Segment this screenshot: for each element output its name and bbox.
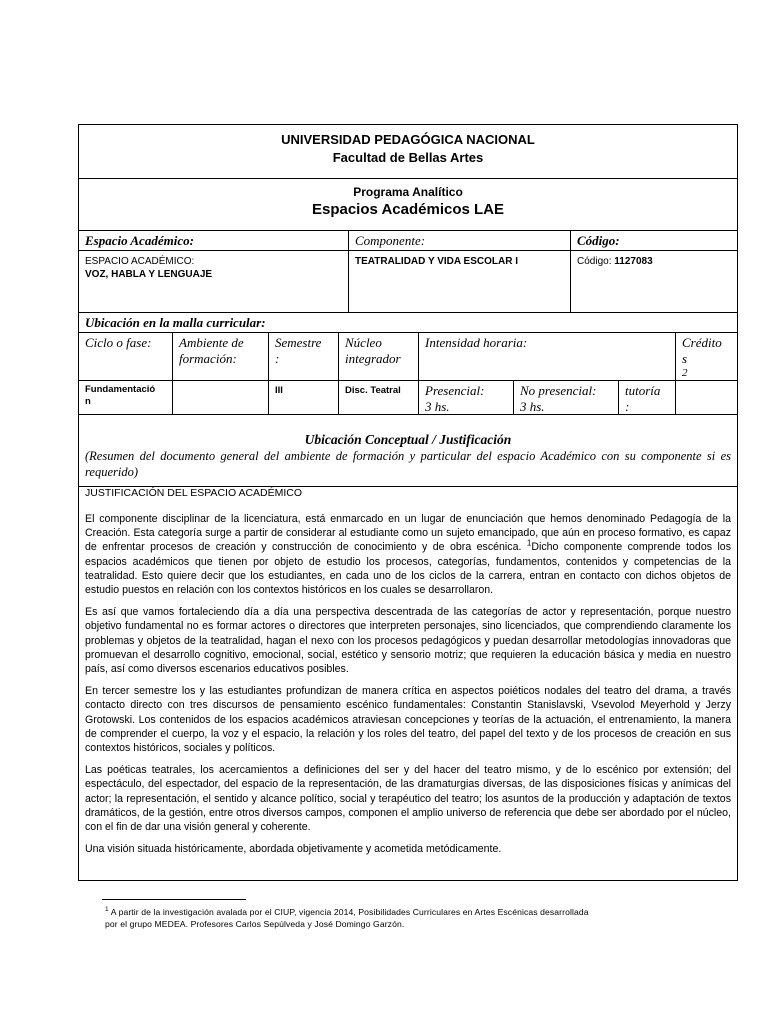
footnote-number: 1: [105, 906, 109, 914]
presencial-label: Presencial:: [425, 383, 485, 398]
paragraph-5: Una visión situada históricamente, abordada objetivamente y acometida metódicamente.: [85, 843, 502, 856]
university-header: [79, 125, 737, 178]
malla-title-row: [79, 312, 737, 332]
malla-value-row: [79, 380, 737, 414]
conceptual-header-row: [79, 414, 737, 486]
conceptual-title: Ubicación Conceptual / Justificación: [304, 432, 512, 447]
componente-value: TEATRALIDAD Y VIDA ESCOLAR I: [355, 256, 518, 267]
intensidad-label: Intensidad horaria:: [418, 333, 675, 380]
footnote-text-2: por el grupo MEDEA. Profesores Carlos Sepúlveda y José Domingo Garzón.: [105, 919, 405, 929]
paragraph-2: Es así que vamos fortaleciendo día a día una perspectiva descentrada de las categorías de actor y representación, porque nuestro objetivo fundamental no es formar actores o directores que interpreten personajes, sino licenciados, que comprendiendo claramente los problemas y objetos de la teatralidad, hagan el nexo con los procesos pedagógicos y puedan desarrollar metodologías innovadoras que promuevan el desarrollo cognitivo, emocional, social, estético y sensorio motriz; que requieren la educación básica y media en nuestro país, así como diversos escenarios educativos posibles.: [85, 606, 731, 676]
codigo-value-line: [577, 255, 731, 268]
nucleo-value: Disc. Teatral: [338, 381, 418, 414]
footnote-text-1: A partir de la investigación avalada por el CIUP, vigencia 2014, Posibilidades Curriculares en Artes Escénicas desarrollada: [110, 907, 589, 917]
spaces-title: Espacios Académicos LAE: [311, 201, 505, 218]
program-header: [79, 178, 737, 230]
faculty-name: Facultad de Bellas Artes: [332, 150, 484, 165]
paragraph-1: [85, 512, 731, 597]
ciclo-value: Fundamentació: [85, 384, 156, 395]
program-form: [78, 124, 738, 881]
codigo-label: Código:: [570, 231, 737, 250]
program-title: Programa Analítico: [353, 185, 463, 199]
no-presencial-label: No presencial:: [520, 383, 597, 398]
espacio-value-line1: ESPACIO ACADÉMICO:: [85, 256, 195, 267]
footnote-separator: [102, 899, 246, 900]
ciclo-label: Ciclo o fase:: [85, 335, 152, 350]
tutoria-colon: :: [625, 399, 630, 414]
creditos-value-cell: [675, 381, 737, 414]
tutoria-label: tutoría: [625, 383, 661, 398]
presencial-value: 3 hs.: [425, 399, 450, 414]
espacio-value-line2: VOZ, HABLA Y LENGUAJE: [85, 269, 213, 280]
espacio-label: Espacio Académico:: [85, 233, 194, 248]
creditos-label-end: s: [682, 351, 688, 366]
malla-label-row: [79, 332, 737, 380]
codigo-value: 1127083: [614, 256, 653, 267]
footnote-line1: [105, 906, 705, 918]
semestre-colon: :: [275, 351, 280, 366]
conceptual-subtitle: (Resumen del documento general del ambiente de formación y particular del espacio Académico con su componente si es requerido): [85, 449, 731, 479]
semestre-value: III: [268, 381, 338, 414]
creditos-value: 2: [682, 367, 688, 379]
justification-body-row: [79, 486, 737, 880]
no-presencial-value: 3 hs.: [520, 399, 545, 414]
codigo-prefix: Código:: [577, 256, 612, 267]
creditos-label: Crédito: [682, 335, 722, 350]
ciclo-value-end: n: [85, 396, 91, 407]
justification-heading: JUSTIFICACIÓN DEL ESPACIO ACADÉMICO: [85, 487, 303, 499]
semestre-label: Semestre: [275, 335, 322, 350]
ambiente-value: [172, 381, 268, 414]
nucleo-label: Núcleo integrador: [338, 333, 418, 380]
componente-label: Componente:: [348, 231, 570, 250]
footnote-ref: 1: [526, 538, 532, 548]
fields-label-row: [79, 230, 737, 250]
paragraph-3: En tercer semestre los y las estudiantes profundizan de manera crítica en aspectos poiéticos nodales del teatro del drama, a través contacto directo con tres discursos de pensamiento escénico fundamentales: Constantin Stanislavski, Vsevolod Meyerhold y Jerzy Grotowski. Los contenidos de los espacios académicos atraviesan concepciones y teorías de la actuación, el entrenamiento, la manera de comprender el cuerpo, la voz y el espacio, la relación y los roles del teatro, del papel del texto y de los procesos de creación en sus contextos históricos, sociales y políticos.: [85, 685, 731, 755]
paragraph-1-start: El componente disciplinar de la licenciatura, está enmarcado en un lugar de enunciación que hemos denominado Pedagogía de la Creación. Esta categoría surge a partir de considerar al estudiante como un sujeto emancipado, que aún en proceso formativo, es capaz de enfrentar procesos de creación y construcción de conocimiento y de obra escénica.: [85, 513, 731, 554]
fields-value-row: [79, 250, 737, 312]
university-name: UNIVERSIDAD PEDAGÓGICA NACIONAL: [281, 132, 535, 147]
ambiente-label: Ambiente de formación:: [172, 333, 268, 380]
paragraph-4: Las poéticas teatrales, los acercamientos a definiciones del ser y del hacer del teatro mismo, y de lo escénico por extensión; del espectáculo, del espectador, del espacio de la representación, de las dramaturgias diversas, de las disposiciones físicas y anímicas del actor; la representación, el sentido y alcance político, social y terapéutico del teatro; los asuntos de la producción y adaptación de textos dramáticos, de la gestión, entre otros diversos campos, componen el amplio universo de referencia que debe ser abordado por el núcleo, con el fin de dar una visión general y coherente.: [85, 764, 731, 834]
footnote: [105, 906, 705, 930]
paragraph-1-end: Dicho componente comprende todos los espacios académicos que tienen por objeto de estudio los procesos, categorías, fundamentos, contenidos y competencias de la teatralidad. Esto quiere decir que los estudiantes, en cada uno de los ciclos de la carrera, entran en contacto con dichos objetos de estudio puestos en relación con los contextos históricos en los cuales se desarrollaron.: [85, 541, 731, 597]
malla-title: Ubicación en la malla curricular:: [85, 315, 266, 330]
